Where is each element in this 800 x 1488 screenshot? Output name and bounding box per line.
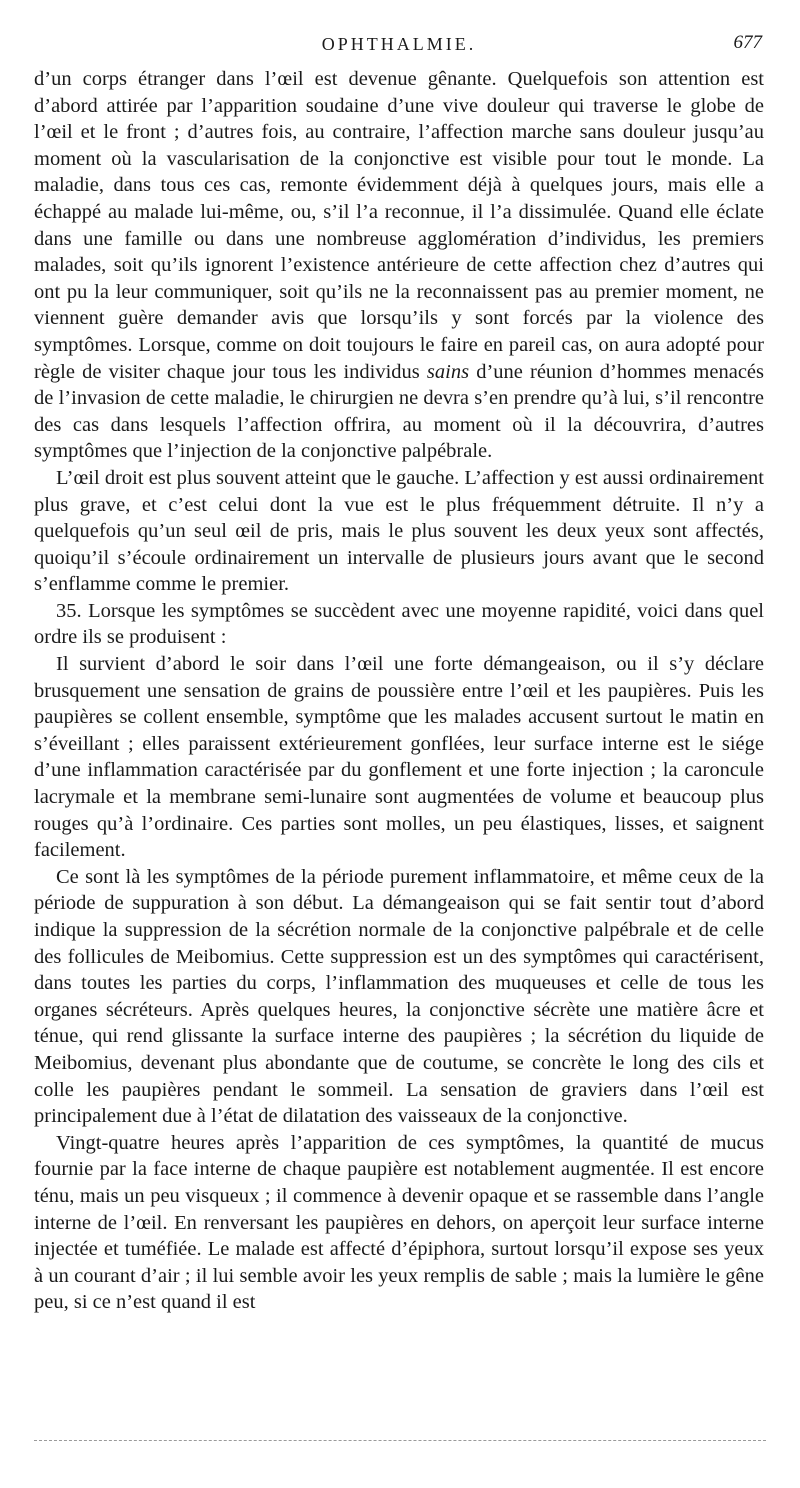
- page-header: [34, 26, 764, 66]
- paragraph-6: [34, 1130, 764, 1316]
- paragraph-1: [34, 66, 764, 465]
- paragraph-text: Vingt-quatre heures après l’apparition de ces symptômes, la quantité de mucus fournie par la face interne de chaque paupière est notablement augmentée. Il est encore ténu, mais un peu visqueux ; il commence à devenir opaque et se rassemble dans l’angle interne de l’œil. En renversant les paupières en dehors, on aperçoit leur surface interne injectée et tuméfiée. Le malade est affecté d’épiphora, surtout lorsqu’il expose ses yeux à un courant d’air ; il lui semble avoir les yeux remplis de sable ; mais la lumière le gêne peu, si ce n’est quand il est: [34, 1131, 764, 1314]
- paragraph-text: L’œil droit est plus souvent atteint que le gauche. L’affection y est aussi ordinairement plus grave, et c’est celui dont la vue est le plus fréquemment détruite. Il n’y a quelquefois qu’un seul œil de pris, mais le plus souvent les deux yeux sont affectés, quoiqu’il s’écoule ordinairement un intervalle de plusieurs jours avant que le second s’enflamme comme le premier.: [34, 466, 764, 596]
- page-number: 677: [733, 32, 762, 53]
- body-text: [34, 66, 764, 1316]
- paragraph-text-continued: d’une réunion d’hommes menacés de l’invasion de cette maladie, le chirurgien ne devra s’en prendre qu’à lui, s’il rencontre des cas dans lesquels l’affection offrira, au moment où il la découvrira, d’autres symptômes que l’injection de la conjonctive palpébrale.: [34, 360, 764, 463]
- paragraph-2: [34, 465, 764, 598]
- paragraph-4: [34, 651, 764, 864]
- paragraph-3: [34, 598, 764, 651]
- paragraph-text: Il survient d’abord le soir dans l’œil une forte démangeaison, ou il s’y déclare brusquement une sensation de grains de poussière entre l’œil et les paupières. Puis les paupières se collent ensemble, symptôme que les malades accusent surtout le matin en s’éveillant ; elles paraissent extérieurement gonflées, leur surface interne est le siége d’une inflammation caractérisée par du gonflement et une forte injection ; la caroncule lacrymale et la membrane semi-lunaire sont augmentées de volume et beaucoup plus rouges qu’à l’ordinaire. Ces parties sont molles, un peu élastiques, lisses, et saignent facilement.: [34, 653, 764, 862]
- paragraph-text: Ce sont là les symptômes de la période purement inflammatoire, et même ceux de la période de suppuration à son début. La démangeaison qui se fait sentir tout d’abord indique la suppression de la sécrétion normale de la conjonctive palpébrale et de celle des follicules de Meibomius. Cette suppression est un des symptômes qui caractérisent, dans toutes les parties du corps, l’inflammation des muqueuses et celle de tous les organes sécréteurs. Après quelques heures, la conjonctive sécrète une matière âcre et ténue, qui rend glissante la surface interne des paupières ; la sécrétion du liquide de Meibomius, devenant plus abondante que de coutume, se concrète le long des cils et colle les paupières pendant le sommeil. La sensation de graviers dans l’œil est principalement due à l’état de dilatation des vaisseaux de la conjonctive.: [34, 865, 764, 1128]
- running-title: OPHTHALMIE.: [321, 34, 477, 54]
- emphasis-text: sains: [426, 360, 470, 383]
- footer-divider: [34, 1440, 766, 1441]
- paragraph-text: d’un corps étranger dans l’œil est devenue gênante. Quelquefois son attention est d’abord attirée par l’apparition soudaine d’une vive douleur qui traverse le globe de l’œil et le front ; d’autres fois, au contraire, l’affection marche sans douleur jusqu’au moment où la vascularisation de la conjonctive est visible pour tout le monde. La maladie, dans tous ces cas, remonte évidemment déjà à quelques jours, mais elle a échappé au malade lui-même, ou, s’il l’a reconnue, il l’a dissimulée. Quand elle éclate dans une famille ou dans une nombreuse agglomération d’individus, les premiers malades, soit qu’ils ignorent l’existence antérieure de cette affection chez d’autres qui ont pu la leur communiquer, soit qu’ils ne la reconnaissent pas au premier moment, ne viennent guère demander avis que lorsqu’ils y sont forcés par la violence des symptômes. Lorsque, comme on doit toujours le faire en pareil cas, on aura adopté pour règle de visiter chaque jour tous les individus: [34, 68, 764, 383]
- paragraph-text: 35. Lorsque les symptômes se succèdent avec une moyenne rapidité, voici dans quel ordre ils se produisent :: [34, 599, 764, 649]
- paragraph-5: [34, 864, 764, 1130]
